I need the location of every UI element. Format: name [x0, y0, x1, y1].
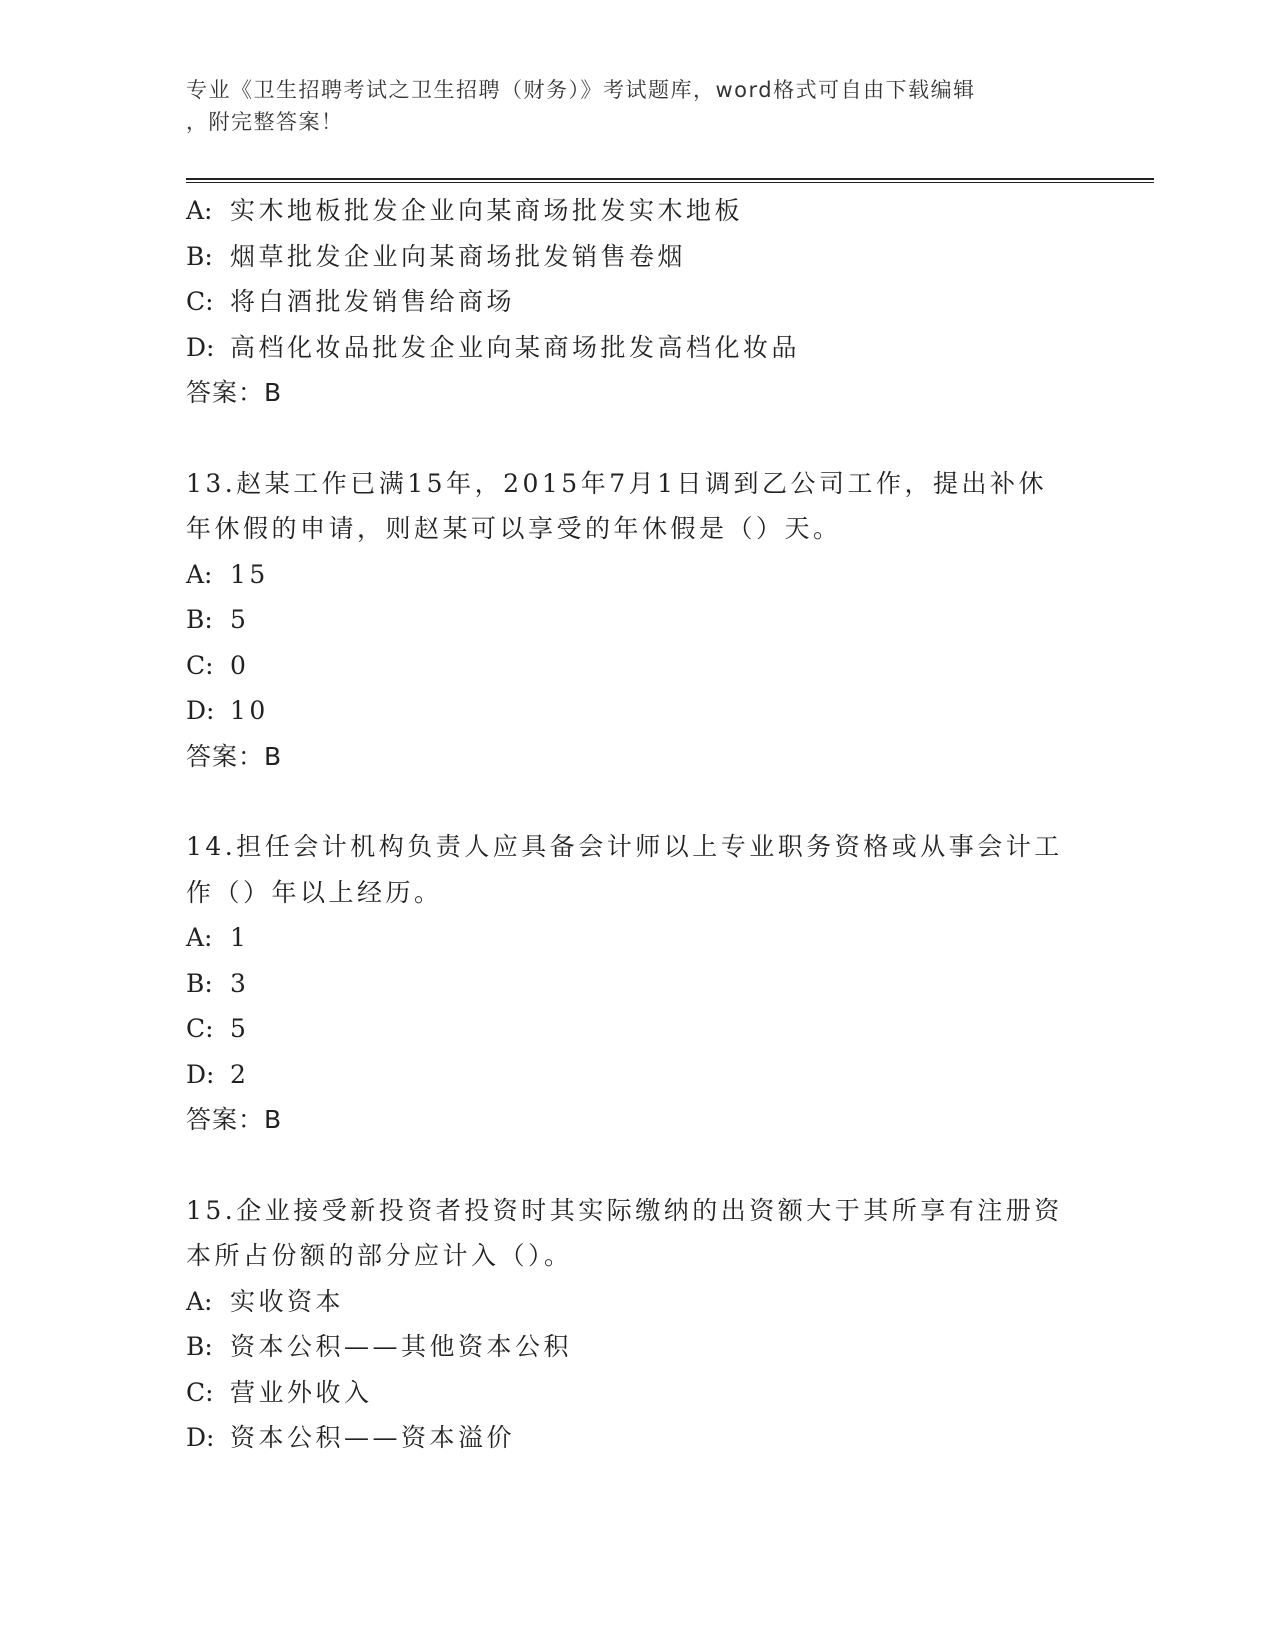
option-text: 高档化妆品批发企业向某商场批发高档化妆品 [230, 332, 801, 362]
option-a [186, 552, 1086, 598]
option-a [186, 1279, 1086, 1325]
option-d [186, 1052, 1086, 1098]
option-letter: C: [186, 1377, 214, 1407]
question-text-line-2: 年休假的申请，则赵某可以享受的年休假是（）天。 [186, 514, 842, 543]
option-text: 5 [230, 1014, 250, 1043]
option-text: 营业外收入 [230, 1377, 373, 1407]
header-divider-thin [186, 182, 1154, 183]
question-text-line-1: 15.企业接受新投资者投资时其实际缴纳的出资额大于其所享有注册资 [186, 1195, 1063, 1225]
question-text-line-2: 作（）年以上经历。 [186, 877, 443, 907]
option-b [186, 1324, 1086, 1370]
option-c [186, 279, 1086, 325]
option-text: 实收资本 [230, 1286, 345, 1316]
option-text: 0 [230, 650, 250, 680]
question-text-line-1: 13.赵某工作已满15年，2015年7月1日调到乙公司工作，提出补休 [186, 468, 1048, 498]
option-letter: C: [186, 287, 214, 316]
option-text: 5 [230, 605, 250, 634]
option-b [186, 597, 1086, 643]
option-text: 15 [230, 559, 269, 589]
header-line-1: 专业《卫生招聘考试之卫生招聘（财务）》考试题库，word格式可自由下载编辑 [186, 78, 976, 102]
option-letter: D: [186, 1059, 215, 1089]
question-13 [186, 461, 1086, 780]
option-letter: D: [186, 1423, 215, 1452]
spacer [186, 779, 1086, 824]
option-b [186, 961, 1086, 1007]
option-letter: B: [186, 241, 213, 271]
question-list [186, 188, 1086, 1461]
option-letter: A: [186, 923, 213, 952]
option-letter: B: [186, 605, 213, 634]
option-text: 资本公积——资本溢价 [230, 1423, 516, 1452]
option-d [186, 1415, 1086, 1461]
option-text: 将白酒批发销售给商场 [230, 287, 516, 316]
question-text-line-1: 14.担任会计机构负责人应具备会计师以上专业职务资格或从事会计工 [186, 832, 1063, 861]
option-c [186, 643, 1086, 689]
option-a [186, 188, 1086, 234]
option-letter: C: [186, 1014, 214, 1043]
option-text: 2 [230, 1059, 250, 1089]
option-letter: C: [186, 650, 214, 680]
option-text: 1 [230, 923, 250, 952]
option-letter: B: [186, 1332, 213, 1361]
document-header [186, 74, 1066, 138]
spacer [186, 1143, 1086, 1188]
answer-line: 答案：B [186, 378, 283, 407]
option-text: 10 [230, 696, 269, 725]
option-d [186, 688, 1086, 734]
option-d [186, 325, 1086, 371]
answer-line: 答案：B [186, 741, 283, 771]
option-letter: D: [186, 696, 215, 725]
option-b [186, 234, 1086, 280]
option-letter: A: [186, 559, 213, 589]
option-letter: D: [186, 332, 215, 362]
header-divider-thick [186, 178, 1154, 180]
spacer [186, 416, 1086, 461]
question-15 [186, 1188, 1086, 1461]
option-letter: A: [186, 196, 213, 225]
header-line-2: ，附完整答案！ [186, 110, 344, 134]
option-text: 资本公积——其他资本公积 [230, 1332, 573, 1361]
option-letter: B: [186, 968, 213, 998]
option-text: 烟草批发企业向某商场批发销售卷烟 [230, 241, 687, 271]
option-text: 3 [230, 968, 250, 998]
option-letter: A: [186, 1286, 213, 1316]
question-text-line-2: 本所占份额的部分应计入（）。 [186, 1241, 573, 1270]
option-text: 实木地板批发企业向某商场批发实木地板 [230, 196, 744, 225]
option-c [186, 1006, 1086, 1052]
option-c [186, 1370, 1086, 1416]
question-12 [186, 188, 1086, 416]
question-14 [186, 824, 1086, 1143]
option-a [186, 915, 1086, 961]
answer-line: 答案：B [186, 1105, 283, 1134]
